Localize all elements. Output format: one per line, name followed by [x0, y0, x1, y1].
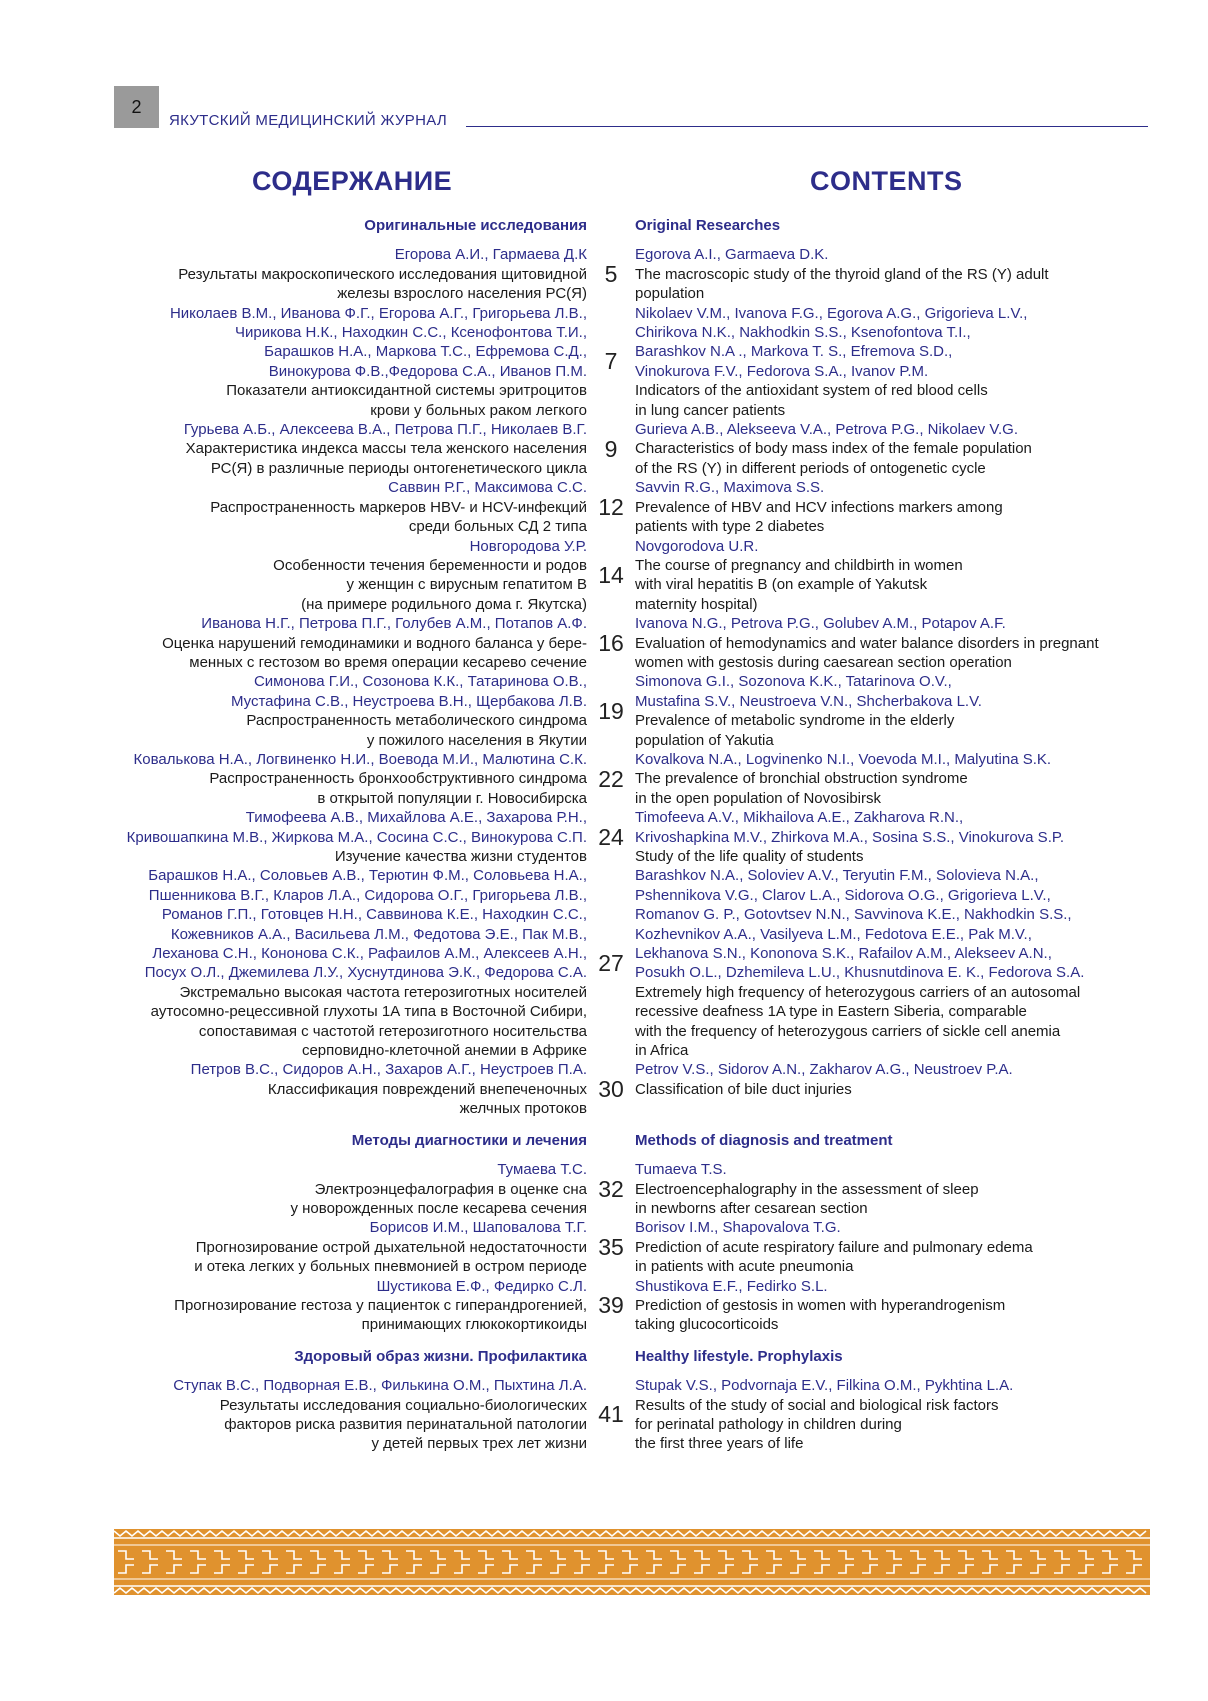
entry-en — [635, 614, 1150, 672]
page-ref — [587, 1218, 635, 1276]
entry-en — [635, 304, 1150, 420]
section-heading-en: Original Researches — [635, 217, 781, 234]
entry-ru — [110, 478, 587, 536]
page-number-ref: 41 — [598, 1401, 624, 1428]
author-line-en: Egorova A.I., Garmaeva D.K. — [635, 246, 829, 264]
toc-entry — [110, 808, 1150, 866]
page-ref — [587, 420, 635, 478]
author-line-en: Simonova G.I., Sozonova K.K., Tatarinova O.V., — [635, 673, 952, 691]
entry-en — [635, 808, 1150, 866]
toc-entry — [110, 1060, 1150, 1118]
section-heading-row — [110, 1131, 1150, 1150]
entry-en — [635, 420, 1150, 478]
title-line-en: Prevalence of metabolic syndrome in the elderly — [635, 712, 955, 730]
author-line-en: Lekhanova S.N., Kononova S.K., Rafailov A.M., Alekseev A.N., — [635, 945, 1052, 963]
toc-entry — [110, 420, 1150, 478]
title-line-ru: Экстремально высокая частота гетерозиготных носителей — [179, 983, 587, 1001]
entry-ru — [110, 750, 587, 808]
page-ref — [587, 866, 635, 1060]
toc-entry — [110, 1218, 1150, 1276]
header-rule — [466, 126, 1148, 127]
author-line-ru: Ступак В.С., Подворная Е.В., Филькина О.М., Пыхтина Л.А. — [173, 1377, 587, 1395]
page-ref — [587, 304, 635, 420]
title-line-en: population — [635, 285, 705, 303]
title-line-en: with viral hepatitis B (on example of Yakutsk — [635, 576, 928, 594]
author-line-ru: Егорова А.И., Гармаева Д.К — [394, 246, 587, 264]
entry-ru — [110, 866, 587, 1060]
title-line-en: population of Yakutia — [635, 731, 774, 749]
author-line-en: Timofeeva A.V., Mikhailova A.E., Zakharova R.N., — [635, 809, 964, 827]
title-line-en: for perinatal pathology in children during — [635, 1415, 902, 1433]
page-number-ref: 7 — [604, 348, 618, 375]
toc-entry — [110, 1160, 1150, 1218]
author-line-en: Barashkov N.A ., Markova T. S., Efremova S.D., — [635, 343, 953, 361]
title-line-en: Prevalence of HBV and HCV infections markers among — [635, 498, 1003, 516]
title-line-en: The prevalence of bronchial obstruction syndrome — [635, 770, 968, 788]
page-number-ref: 35 — [598, 1233, 624, 1260]
author-line-en: Kovalkova N.A., Logvinenko N.I., Voevoda M.I., Malyutina S.K. — [635, 750, 1052, 768]
title-line-ru: Распространенность бронхообструктивного синдрома — [209, 770, 587, 788]
page-number-ref: 16 — [598, 629, 624, 656]
author-line-en: Stupak V.S., Podvornaja E.V., Filkina O.M., Pykhtina L.A. — [635, 1377, 1014, 1395]
entry-ru — [110, 420, 587, 478]
page-ref — [587, 1277, 635, 1335]
title-line-en: in the open population of Novosibirsk — [635, 789, 881, 807]
toc-entry — [110, 672, 1150, 750]
title-line-ru: (на примере родильного дома г. Якутска) — [301, 595, 587, 613]
author-line-ru: Кривошапкина М.В., Жиркова М.А., Сосина С.С., Винокурова С.П. — [126, 828, 587, 846]
title-line-ru: сопоставимая с частотой гетерозиготного носительства — [198, 1022, 587, 1040]
entry-en — [635, 1060, 1150, 1118]
page-number-ref: 30 — [598, 1076, 624, 1103]
entry-ru — [110, 304, 587, 420]
author-line-ru: Барашков Н.А., Соловьев А.В., Терютин Ф.М., Соловьева Н.А., — [148, 867, 587, 885]
toc-entry — [110, 614, 1150, 672]
title-line-en: maternity hospital) — [635, 595, 758, 613]
author-line-ru: Кожевников А.А., Васильева Л.М., Федотова Э.Е., Пак М.В., — [170, 925, 587, 943]
toc-entry — [110, 750, 1150, 808]
title-line-en: Classification of bile duct injuries — [635, 1080, 852, 1098]
page-ref — [587, 614, 635, 672]
title-line-en: women with gestosis during caesarean section operation — [635, 653, 1012, 671]
author-line-ru: Новгородова У.Р. — [469, 537, 587, 555]
page-ref — [587, 537, 635, 615]
section-heading-ru: Оригинальные исследования — [364, 217, 587, 234]
entry-ru — [110, 537, 587, 615]
entry-ru — [110, 614, 587, 672]
page-number-ref: 24 — [598, 823, 624, 850]
author-line-en: Barashkov N.A., Soloviev A.V., Teryutin F.M., Solovieva N.A., — [635, 867, 1039, 885]
title-line-ru: у пожилого населения в Якутии — [366, 731, 587, 749]
title-line-en: patients with type 2 diabetes — [635, 518, 825, 536]
title-line-en: taking glucocorticoids — [635, 1316, 779, 1334]
title-line-en: Extremely high frequency of heterozygous carriers of an autosomal — [635, 983, 1081, 1001]
author-line-ru: Иванова Н.Г., Петрова П.Г., Голубев А.М., Потапов А.Ф. — [201, 615, 587, 633]
author-line-en: Posukh O.L., Dzhemileva L.U., Khusnutdinova E. K., Fedorova S.A. — [635, 964, 1085, 982]
page-number-ref: 9 — [604, 435, 618, 462]
entry-en — [635, 866, 1150, 1060]
title-line-ru: Прогнозирование гестоза у пациенток с гиперандрогенией, — [174, 1296, 587, 1314]
author-line-ru: Шустикова Е.Ф., Федирко С.Л. — [376, 1277, 587, 1295]
title-line-ru: и отека легких у больных пневмонией в остром периоде — [194, 1258, 587, 1276]
author-line-en: Savvin R.G., Maximova S.S. — [635, 479, 825, 497]
entry-en — [635, 478, 1150, 536]
title-line-ru: Распространенность маркеров HBV- и HCV-инфекций — [210, 498, 587, 516]
section-spacer — [587, 216, 635, 235]
title-line-ru: Характеристика индекса массы тела женского населения — [185, 440, 587, 458]
author-line-ru: Пшенникова В.Г., Кларов Л.А., Сидорова О.Г., Григорьева Л.В., — [148, 886, 587, 904]
toc-entry — [110, 478, 1150, 536]
title-line-en: recessive deafness 1A type in Eastern Siberia, comparable — [635, 1003, 1027, 1021]
contents-title-en: CONTENTS — [810, 166, 963, 196]
title-line-en: The macroscopic study of the thyroid gland of the RS (Y) adult — [635, 265, 1049, 283]
entry-en — [635, 1160, 1150, 1218]
author-line-ru: Тимофеева А.В., Михайлова А.Е., Захарова Р.Н., — [245, 809, 587, 827]
author-line-ru: Тумаева Т.С. — [497, 1161, 587, 1179]
author-line-en: Shustikova E.F., Fedirko S.L. — [635, 1277, 828, 1295]
page-number-ref: 12 — [598, 493, 624, 520]
author-line-en: Nikolaev V.M., Ivanova F.G., Egorova A.G., Grigorieva L.V., — [635, 304, 1028, 322]
title-line-ru: в открытой популяции г. Новосибирска — [317, 789, 587, 807]
entry-ru — [110, 808, 587, 866]
title-line-ru: желчных протоков — [459, 1100, 587, 1118]
page-number-ref: 14 — [598, 561, 624, 588]
title-line-ru: Оценка нарушений гемодинамики и водного баланса у бере- — [162, 634, 587, 652]
author-line-en: Tumaeva T.S. — [635, 1161, 727, 1179]
title-line-ru: РС(Я) в различные периоды онтогенетического цикла — [210, 459, 587, 477]
title-line-ru: аутосомно-рецессивной глухоты 1А типа в Восточной Сибири, — [150, 1003, 587, 1021]
title-line-ru: Показатели антиоксидантной системы эритроцитов — [226, 382, 587, 400]
author-line-ru: Леханова С.Н., Кононова С.К., Рафаилов А.М., Алексеев А.Н., — [152, 945, 587, 963]
title-line-ru: у детей первых трех лет жизни — [371, 1435, 587, 1453]
title-line-ru: Прогнозирование острой дыхательной недостаточности — [195, 1238, 587, 1256]
author-line-ru: Романов Г.П., Готовцев Н.Н., Саввинова К.Е., Находкин С.С., — [161, 906, 587, 924]
page-ref — [587, 1160, 635, 1218]
author-line-ru: Винокурова Ф.В.,Федорова С.А., Иванов П.М. — [268, 362, 587, 380]
title-line-ru: Результаты макроскопического исследования щитовидной — [178, 265, 587, 283]
title-line-en: Prediction of acute respiratory failure and pulmonary edema — [635, 1238, 1033, 1256]
section-heading-en: Healthy lifestyle. Prophylaxis — [635, 1347, 843, 1365]
section-spacer — [587, 1131, 635, 1150]
title-line-en: of the RS (Y) in different periods of ontogenetic cycle — [635, 459, 986, 477]
title-line-ru: Электроэнцефалография в оценке сна — [314, 1180, 587, 1198]
section-gap — [110, 1335, 1150, 1347]
author-line-en: Mustafina S.V., Neustroeva V.N., Shcherbakova L.V. — [635, 692, 982, 710]
entry-ru — [110, 1277, 587, 1335]
author-line-ru: Гурьева А.Б., Алексеева В.А., Петрова П.Г., Николаев В.Г. — [183, 421, 587, 439]
page-number-ref: 22 — [598, 765, 624, 792]
author-line-en: Romanov G. P., Gotovtsev N.N., Savvinova K.E., Nakhodkin S.S., — [635, 906, 1072, 924]
author-line-en: Vinokurova F.V., Fedorova S.A., Ivanov P.M. — [635, 362, 929, 380]
section-heading-ru: Методы диагностики и лечения — [351, 1131, 587, 1149]
toc-entry — [110, 304, 1150, 420]
author-line-ru: Барашков Н.А., Маркова Т.С., Ефремова С.Д., — [264, 343, 587, 361]
author-line-ru: Чирикова Н.К., Находкин С.С., Ксенофонтова Т.И., — [234, 324, 587, 342]
entry-en — [635, 1218, 1150, 1276]
page-number-ref: 27 — [598, 949, 624, 976]
title-line-ru: Результаты исследования социально-биологических — [219, 1396, 587, 1414]
entry-ru — [110, 672, 587, 750]
page-number-ref: 5 — [604, 261, 618, 288]
author-line-en: Borisov I.M., Shapovalova T.G. — [635, 1219, 841, 1237]
page-ref — [587, 750, 635, 808]
author-line-ru: Посух О.Л., Джемилева Л.У., Хуснутдинова Э.К., Федорова С.А. — [144, 964, 587, 982]
title-line-ru: принимающих глюкокортикоиды — [361, 1316, 587, 1334]
author-line-ru: Мустафина С.В., Неустроева В.Н., Щербакова Л.В. — [230, 692, 587, 710]
author-line-ru: Симонова Г.И., Созонова К.К., Татаринова О.В., — [253, 673, 587, 691]
entry-ru — [110, 1060, 587, 1118]
section-spacer — [587, 1347, 635, 1366]
entry-ru — [110, 1218, 587, 1276]
title-line-en: Study of the life quality of students — [635, 848, 864, 865]
title-line-ru: среди больных СД 2 типа — [408, 518, 587, 536]
title-line-en: in newborns after cesarean section — [635, 1199, 868, 1217]
entry-en — [635, 1277, 1150, 1335]
page-ref — [587, 808, 635, 866]
entry-en — [635, 750, 1150, 808]
author-line-en: Novgorodova U.R. — [635, 537, 759, 555]
author-line-en: Ivanova N.G., Petrova P.G., Golubev A.M., Potapov A.F. — [635, 615, 1006, 633]
author-line-ru: Саввин Р.Г., Максимова С.С. — [388, 479, 587, 497]
journal-title: ЯКУТСКИЙ МЕДИЦИНСКИЙ ЖУРНАЛ — [169, 112, 448, 129]
title-line-en: Results of the study of social and biological risk factors — [635, 1396, 999, 1414]
author-line-en: Chirikova N.K., Nakhodkin S.S., Ksenofontova T.I., — [635, 324, 971, 342]
title-line-ru: крови у больных раком легкого — [370, 401, 587, 419]
author-line-en: Pshennikova V.G., Clarov L.A., Sidorova O.G., Grigorieva L.V., — [635, 886, 1051, 904]
title-line-en: with the frequency of heterozygous carriers of sickle cell anemia — [635, 1022, 1061, 1040]
title-line-ru: Изучение качества жизни студентов — [334, 848, 587, 865]
title-line-en: Indicators of the antioxidant system of red blood cells — [635, 382, 988, 400]
author-line-en: Kozhevnikov A.A., Vasilyeva L.M., Fedotova E.E., Pak M.V., — [635, 925, 1032, 943]
toc-entry — [110, 866, 1150, 1060]
author-line-en: Gurieva A.B., Alekseeva V.A., Petrova P.G., Nikolaev V.G. — [635, 421, 1018, 439]
entry-en — [635, 672, 1150, 750]
title-line-ru: у новорожденных после кесарева сечения — [290, 1199, 587, 1217]
entry-ru — [110, 245, 587, 303]
title-line-ru: Особенности течения беременности и родов — [273, 556, 587, 574]
title-line-en: Evaluation of hemodynamics and water balance disorders in pregnant — [635, 634, 1099, 652]
section-heading-ru: Здоровый образ жизни. Профилактика — [294, 1347, 587, 1365]
author-line-ru: Борисов И.М., Шаповалова Т.Г. — [369, 1219, 587, 1237]
title-line-en: in patients with acute pneumonia — [635, 1258, 854, 1276]
page-number-ref: 32 — [598, 1175, 624, 1202]
page-number: 2 — [114, 86, 159, 128]
entry-en — [635, 537, 1150, 615]
author-line-ru: Петров В.С., Сидоров А.Н., Захаров А.Г., Неустроев П.А. — [190, 1061, 587, 1079]
page-number-ref: 39 — [598, 1292, 624, 1319]
title-line-en: Electroencephalography in the assessment of sleep — [635, 1180, 979, 1198]
section-heading-row — [110, 1347, 1150, 1366]
page-ref — [587, 1376, 635, 1454]
author-line-en: Petrov V.S., Sidorov A.N., Zakharov A.G., Neustroev P.A. — [635, 1061, 1013, 1079]
section-heading-row — [110, 216, 1150, 235]
entry-ru — [110, 1160, 587, 1218]
table-of-contents — [110, 216, 1150, 1454]
title-line-en: in lung cancer patients — [635, 401, 786, 419]
ornament-border — [114, 1529, 1150, 1595]
entry-en — [635, 1376, 1150, 1454]
toc-entry — [110, 537, 1150, 615]
page-ref — [587, 1060, 635, 1118]
contents-title-ru: СОДЕРЖАНИЕ — [252, 166, 453, 196]
page-ref — [587, 672, 635, 750]
entry-ru — [110, 1376, 587, 1454]
title-line-en: the first three years of life — [635, 1435, 804, 1453]
title-line-en: in Africa — [635, 1042, 689, 1060]
toc-entry — [110, 1277, 1150, 1335]
title-line-ru: железы взрослого населения РС(Я) — [337, 285, 587, 303]
title-line-ru: у женщин с вирусным гепатитом В — [346, 576, 587, 594]
section-gap — [110, 1119, 1150, 1131]
toc-entry — [110, 245, 1150, 303]
section-heading-en: Methods of diagnosis and treatment — [635, 1131, 893, 1149]
title-line-ru: факторов риска развития перинатальной патологии — [224, 1415, 587, 1433]
entry-en — [635, 245, 1150, 303]
title-line-en: Prediction of gestosis in women with hyperandrogenism — [635, 1296, 1006, 1314]
title-line-en: Characteristics of body mass index of the female population — [635, 440, 1032, 458]
title-line-ru: Классификация повреждений внепеченочных — [267, 1080, 587, 1098]
author-line-ru: Ковалькова Н.А., Логвиненко Н.И., Воевода М.И., Малютина С.К. — [133, 750, 587, 768]
author-line-ru: Николаев В.М., Иванова Ф.Г., Егорова А.Г., Григорьева Л.В., — [169, 304, 587, 322]
title-line-ru: Распространенность метаболического синдрома — [246, 712, 587, 730]
title-line-ru: серповидно-клеточной анемии в Африке — [301, 1042, 587, 1060]
toc-entry — [110, 1376, 1150, 1454]
title-line-ru: менных с гестозом во время операции кесарево сечение — [189, 653, 587, 671]
page-ref — [587, 478, 635, 536]
page-number-ref: 19 — [598, 697, 624, 724]
page-ref — [587, 245, 635, 303]
author-line-en: Krivoshapkina M.V., Zhirkova M.A., Sosina S.S., Vinokurova S.P. — [635, 828, 1065, 846]
title-line-en: The course of pregnancy and childbirth in women — [635, 556, 963, 574]
